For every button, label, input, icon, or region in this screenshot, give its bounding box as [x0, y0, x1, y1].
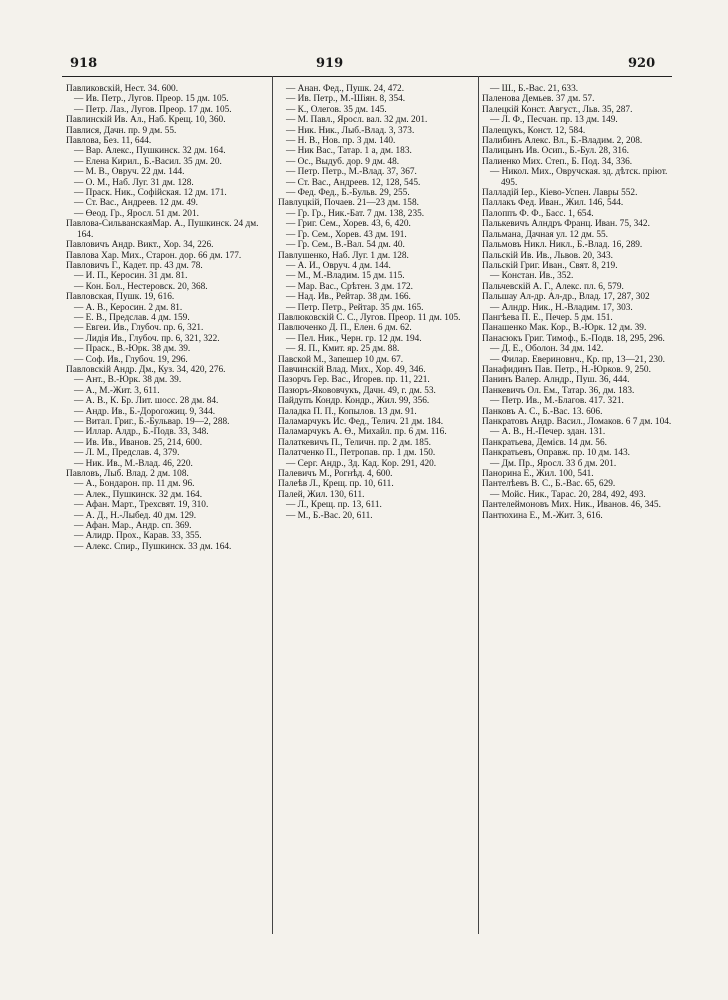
directory-entry: — Өеод. Гр., Яросл. 51 дм. 201. [74, 208, 199, 219]
directory-entry: Палевичъ М., Рогнѣд. 4, 600. [278, 469, 393, 480]
directory-entry: Паленова Демьев. 37 дм. 57. [482, 94, 595, 105]
directory-entry: — Над. Ив., Рейтар. 38 дм. 166. [286, 292, 411, 303]
directory-entry: — Гр. Сем., В.-Вал. 54 дм. 40. [286, 240, 405, 251]
directory-entry: — Фед. Фед., Б.-Бульв. 29, 255. [286, 188, 410, 199]
directory-entry: — М., М.-Владим. 15 дм. 115. [286, 271, 405, 282]
directory-entry: — Никол. Мих., Овручская. зд. дѣтск. пріют. 495. [490, 167, 668, 188]
directory-entry: — Л. М., Предслав. 4, 379. [74, 448, 180, 459]
directory-entry: — Пел. Ник., Черн. гр. 12 дм. 194. [286, 333, 422, 344]
column-1 [66, 84, 264, 552]
directory-entry: — Ив. Петр., М.-Шіян. 8, 354. [286, 94, 406, 105]
directory-entry: Палатченко П., Петропав. пр. 1 дм. 150. [278, 448, 436, 459]
directory-entry: — А., М.-Жит. 3, 611. [74, 385, 160, 396]
directory-entry: — Мойс. Ник., Тарас. 20, 284, 492, 493. [490, 489, 646, 500]
directory-entry: Панкратовъ Андр. Васил., Ломаков. 6 7 дм. 104. [482, 417, 672, 427]
directory-entry: Панафидинъ Пав. Петр., Н.-Юрков. 9, 250. [482, 364, 651, 375]
directory-entry: Палеѣв Л., Крещ. пр. 10, 611. [278, 479, 394, 490]
directory-entry: — Евгеи. Ив., Глубоч. пр. 6, 321. [74, 323, 204, 334]
column-2 [278, 84, 476, 521]
directory-entry: Павлова Хар. Мих., Старон. дор. 66 дм. 177. [66, 250, 242, 261]
directory-entry: Панорина Е., Жил. 100, 541. [482, 469, 594, 480]
directory-entry: Палей, Жил. 130, 611. [278, 489, 365, 500]
directory-entry: — Ник Вас., Татар. 1 а, дм. 183. [286, 146, 412, 157]
directory-entry: — Дм. Пр., Яросл. 33 б дм. 201. [490, 458, 617, 469]
page-number-left: 918 [70, 56, 98, 71]
directory-entry: Пантелѣевъ В. С., Б.-Вас. 65, 629. [482, 479, 616, 490]
directory-entry: — Мар. Вас., Срѣтен. 3 дм. 172. [286, 281, 413, 292]
directory-entry: Павской М., Запешер 10 дм. 67. [278, 354, 404, 365]
directory-entry: Палькевичъ Алндръ Франц. Иван. 75, 342. [482, 219, 650, 230]
directory-entry: — М. В., Овруч. 22 дм. 144. [74, 167, 185, 178]
directory-entry: — Л., Крещ. пр. 13, 611. [286, 500, 382, 511]
directory-entry: Палладій Іер., Кіево-Успен. Лавры 552. [482, 188, 638, 199]
directory-entry: Пангѣева П. Е., Печер. 5 дм. 151. [482, 312, 613, 323]
directory-entry: Паллакъ Фед. Иван., Жил. 146, 544. [482, 198, 624, 209]
directory-entry: Павловичъ Андр. Викт., Хор. 34, 226. [66, 240, 214, 251]
directory-entry: Паламарчукъ Ис. Фед., Телич. 21 дм. 184. [278, 417, 444, 427]
directory-entry: — Д. Е., Оболон. 34 дм. 142. [490, 344, 604, 355]
directory-entry: — Петр. Петр., Рейтар. 35 дм. 165. [286, 302, 424, 313]
directory-entry: — Е. В., Предслав. 4 дм. 159. [74, 312, 190, 323]
directory-entry: — Ст. Вас., Андреев. 12, 128, 545. [286, 177, 421, 188]
directory-entry: — Афан. Март., Трехсвят. 19, 310. [74, 500, 209, 511]
directory-entry: — Ив. Ив., Иванов. 25, 214, 600. [74, 437, 203, 448]
directory-entry: — Соф. Ив., Глубоч. 19, 296. [74, 354, 188, 365]
directory-entry: Пальчевскій А. Г., Алекс. пл. 6, 579. [482, 281, 624, 292]
directory-entry: Палиенко Мих. Степ., Б. Под. 34, 336. [482, 156, 633, 167]
directory-entry: — Вар. Алекс., Пушкинск. 32 дм. 164. [74, 146, 226, 157]
directory-entry: Пальмовъ Никл. Никл., Б.-Влад. 16, 289. [482, 240, 643, 251]
directory-entry: — Ш., Б.-Вас. 21, 633. [490, 84, 579, 94]
directory-entry: — Петр. Ив., М.-Благов. 417. 321. [490, 396, 624, 407]
directory-entry: Павловская, Пушк. 19, 616. [66, 292, 175, 303]
directory-entry: — Гр. Гр., Ник.-Бат. 7 дм. 138, 235. [286, 208, 425, 219]
directory-entry: — Петр. Петр., М.-Влад. 37, 367. [286, 167, 417, 178]
directory-entry: Павлюченко Д. П., Елен. 6 дм. 62. [278, 323, 412, 334]
directory-entry: — А. Д., Н.-Лыбед. 40 дм. 129. [74, 510, 197, 521]
directory-entry: — А. В., Керосин. 2 дм. 81. [74, 302, 183, 313]
directory-entry: — Витал. Григ., Б.-Бульвар. 19—2, 288. [74, 417, 230, 427]
page-number-middle: 919 [316, 56, 344, 71]
directory-entry: Пантюхина Е., М.-Жит. 3, 616. [482, 510, 603, 521]
header-rule [62, 76, 672, 77]
directory-entry: Пальшау Ал-др. Ал-др., Влад. 17, 287, 302 [482, 292, 650, 303]
directory-entry: — А. И., Овруч. 4 дм. 144. [286, 260, 391, 271]
directory-entry: — О. М., Наб. Луг. 31 дм. 128. [74, 177, 194, 188]
directory-entry: Панковъ А. С., Б.-Вас. 13. 606. [482, 406, 603, 417]
directory-entry: Палибинъ Алекс. Вл., Б.-Владим. 2, 208. [482, 136, 643, 147]
directory-entry: — Ант., В.-Юрк. 38 дм. 39. [74, 375, 182, 386]
column-divider-2 [478, 76, 479, 934]
directory-entry: Панашенко Мак. Кор., В.-Юрк. 12 дм. 39. [482, 323, 647, 334]
directory-entry: — Алидр. Прох., Карав. 33, 355. [74, 531, 202, 542]
directory-entry: Пальскій Ив. Ив., Львов. 20, 343. [482, 250, 613, 261]
directory-entry: — Алекс. Спир., Пушкинск. 33 дм. 164. [74, 541, 232, 552]
directory-entry: Павлюковскій С. С., Лугов. Преор. 11 дм. 105. [278, 312, 461, 323]
directory-entry: — Кон. Бол., Нестеровск. 20, 368. [74, 281, 208, 292]
directory-entry: Пазюръ-Якововчукъ, Дачн. 49, г. дм. 53. [278, 385, 436, 396]
directory-entry: — Елена Кирил., Б.-Васил. 35 дм. 20. [74, 156, 222, 167]
directory-entry: — Андр. Ив., Б.-Дорогожиц. 9, 344. [74, 406, 216, 417]
directory-entry: — Ник. Ив., М.-Влад. 46, 220. [74, 458, 193, 469]
directory-entry: — М. Павл., Яросл. вал. 32 дм. 201. [286, 115, 428, 126]
directory-entry: — Иллар. Алдр., Б.-Подв. 33, 348. [74, 427, 209, 438]
directory-entry: Пальскій Григ. Иван., Свят. 8, 219. [482, 260, 618, 271]
directory-entry: Павликовскій, Нест. 34. 600. [66, 84, 179, 94]
directory-entry: Панкевичъ Ол. Ем., Татар. 36, дм. 183. [482, 385, 635, 396]
directory-entry: Пайдупъ Кондр. Кондр., Жил. 99, 356. [278, 396, 430, 407]
directory-entry: — Ник. Ник., Лыб.-Влад. 3, 373. [286, 125, 415, 136]
directory-entry: — Лидія Ив., Глубоч. пр. 6, 321, 322. [74, 333, 220, 344]
directory-entry: — Констан. Ив., 352. [490, 271, 574, 282]
directory-entry: — Алндр. Ник., Н.-Владим. 17, 303. [490, 302, 633, 313]
directory-entry: — Праск., В.-Юрк. 38 дм. 39. [74, 344, 191, 355]
directory-entry: Палецкій Конст. Август., Льв. 35, 287. [482, 104, 633, 115]
directory-entry: Паладка П. П., Копылов. 13 дм. 91. [278, 406, 417, 417]
directory-entry: Павловъ, Лыб. Влад. 2 дм. 108. [66, 469, 189, 480]
directory-entry: Павлова-СильванскаяМар. А., Пушкинск. 24 дм. 164. [66, 219, 259, 240]
directory-entry: Пазорчъ Гер. Вас., Игорев. пр. 11, 221. [278, 375, 430, 386]
directory-entry: Павловичъ Г., Кадет. пр. 43 дм. 78. [66, 260, 203, 271]
directory-entry: Паламарчукъ А. Ө., Михайл. пр. 6 дм. 116. [278, 427, 447, 438]
directory-entry: Павлуцкій, Почаев. 21—23 дм. 158. [278, 198, 419, 209]
directory-entry: — Ос., Выдуб. дор. 9 дм. 48. [286, 156, 400, 167]
directory-entry: — Анан. Фед., Пушк. 24, 472. [286, 84, 405, 94]
directory-entry: — Ив. Петр., Лугов. Преор. 15 дм. 105. [74, 94, 229, 105]
directory-entry: — Афан. Мар., Андр. сп. 369. [74, 521, 192, 532]
directory-entry: — Н. В., Нов. пр. 3 дм. 140. [286, 136, 396, 147]
directory-entry: Павлова, Без. 11, 644. [66, 136, 152, 147]
directory-entry: — И. П., Керосин. 31 дм. 81. [74, 271, 188, 282]
directory-entry: Палицынъ Ив. Осип., Б.-Бул. 28, 316. [482, 146, 629, 157]
directory-entry: — К., Олегов. 35 дм. 145. [286, 104, 387, 115]
directory-entry: — Петр. Лаз., Лугов. Преор. 17 дм. 105. [74, 104, 232, 115]
column-3 [482, 84, 674, 521]
directory-entry: — Филар. Евериновнч., Кр. пр, 13—21, 230. [490, 354, 665, 365]
page-number-right: 920 [628, 56, 656, 71]
directory-entry: Панкратьева, Демієв. 14 дм. 56. [482, 437, 607, 448]
directory-entry: — Л. Ф., Песчан. пр. 13 дм. 149. [490, 115, 618, 126]
column-divider-1 [272, 76, 273, 934]
directory-entry: Павлися, Дачн. пр. 9 дм. 55. [66, 125, 177, 136]
directory-entry: Панасюкъ Григ. Тимоф., Б.-Подв. 18, 295, 296. [482, 333, 665, 344]
directory-entry: Палоппъ Ф. Ф., Басс. 1, 654. [482, 208, 594, 219]
directory-entry: Павловскій Андр. Дм., Куз. 34, 420, 276. [66, 364, 226, 375]
directory-entry: — Серг. Андр., Зд. Кад. Кор. 291, 420. [286, 458, 437, 469]
directory-entry: — Я. П., Кмит. яр. 25 дм. 88. [286, 344, 400, 355]
directory-entry: — Гр. Сем., Хорев. 43 дм. 191. [286, 229, 407, 240]
directory-entry: Панинъ Валер. Алндр., Пуш. 36, 444. [482, 375, 630, 386]
directory-entry: Павлинскій Ив. Ал., Наб. Крещ. 10, 360. [66, 115, 226, 126]
directory-entry: Палаткевичъ П., Теличн. пр. 2 дм. 185. [278, 437, 431, 448]
directory-entry: — Ст. Вас., Андреев. 12 дм. 49. [74, 198, 199, 209]
directory-entry: — Григ. Сем., Хорев. 43, 6, 420. [286, 219, 411, 230]
directory-entry: Павлушенко, Наб. Луг. 1 дм. 128. [278, 250, 409, 261]
directory-entry: — А., Бондарон. пр. 11 дм. 96. [74, 479, 195, 490]
directory-entry: — Алек., Пушкинск. 32 дм. 164. [74, 489, 203, 500]
directory-entry: Пантелеймоновъ Мих. Ник., Иванов. 46, 345. [482, 500, 661, 511]
directory-entry: — А. В., К. Бр. Лит. шосс. 28 дм. 84. [74, 396, 219, 407]
directory-entry: — Праск. Ник., Софійская. 12 дм. 171. [74, 188, 227, 199]
directory-entry: Палещукъ, Конст. 12, 584. [482, 125, 586, 136]
directory-entry: Панкратьевъ, Оправж. пр. 10 дм. 143. [482, 448, 630, 459]
directory-entry: — М., Б.-Вас. 20, 611. [286, 510, 373, 521]
directory-entry: — А. В., Н.-Печер. здан. 131. [490, 427, 606, 438]
directory-entry: Павчинскій Влад. Мих., Хор. 49, 346. [278, 364, 426, 375]
directory-entry: Пальмана, Дачная ул. 12 дм. 55. [482, 229, 609, 240]
